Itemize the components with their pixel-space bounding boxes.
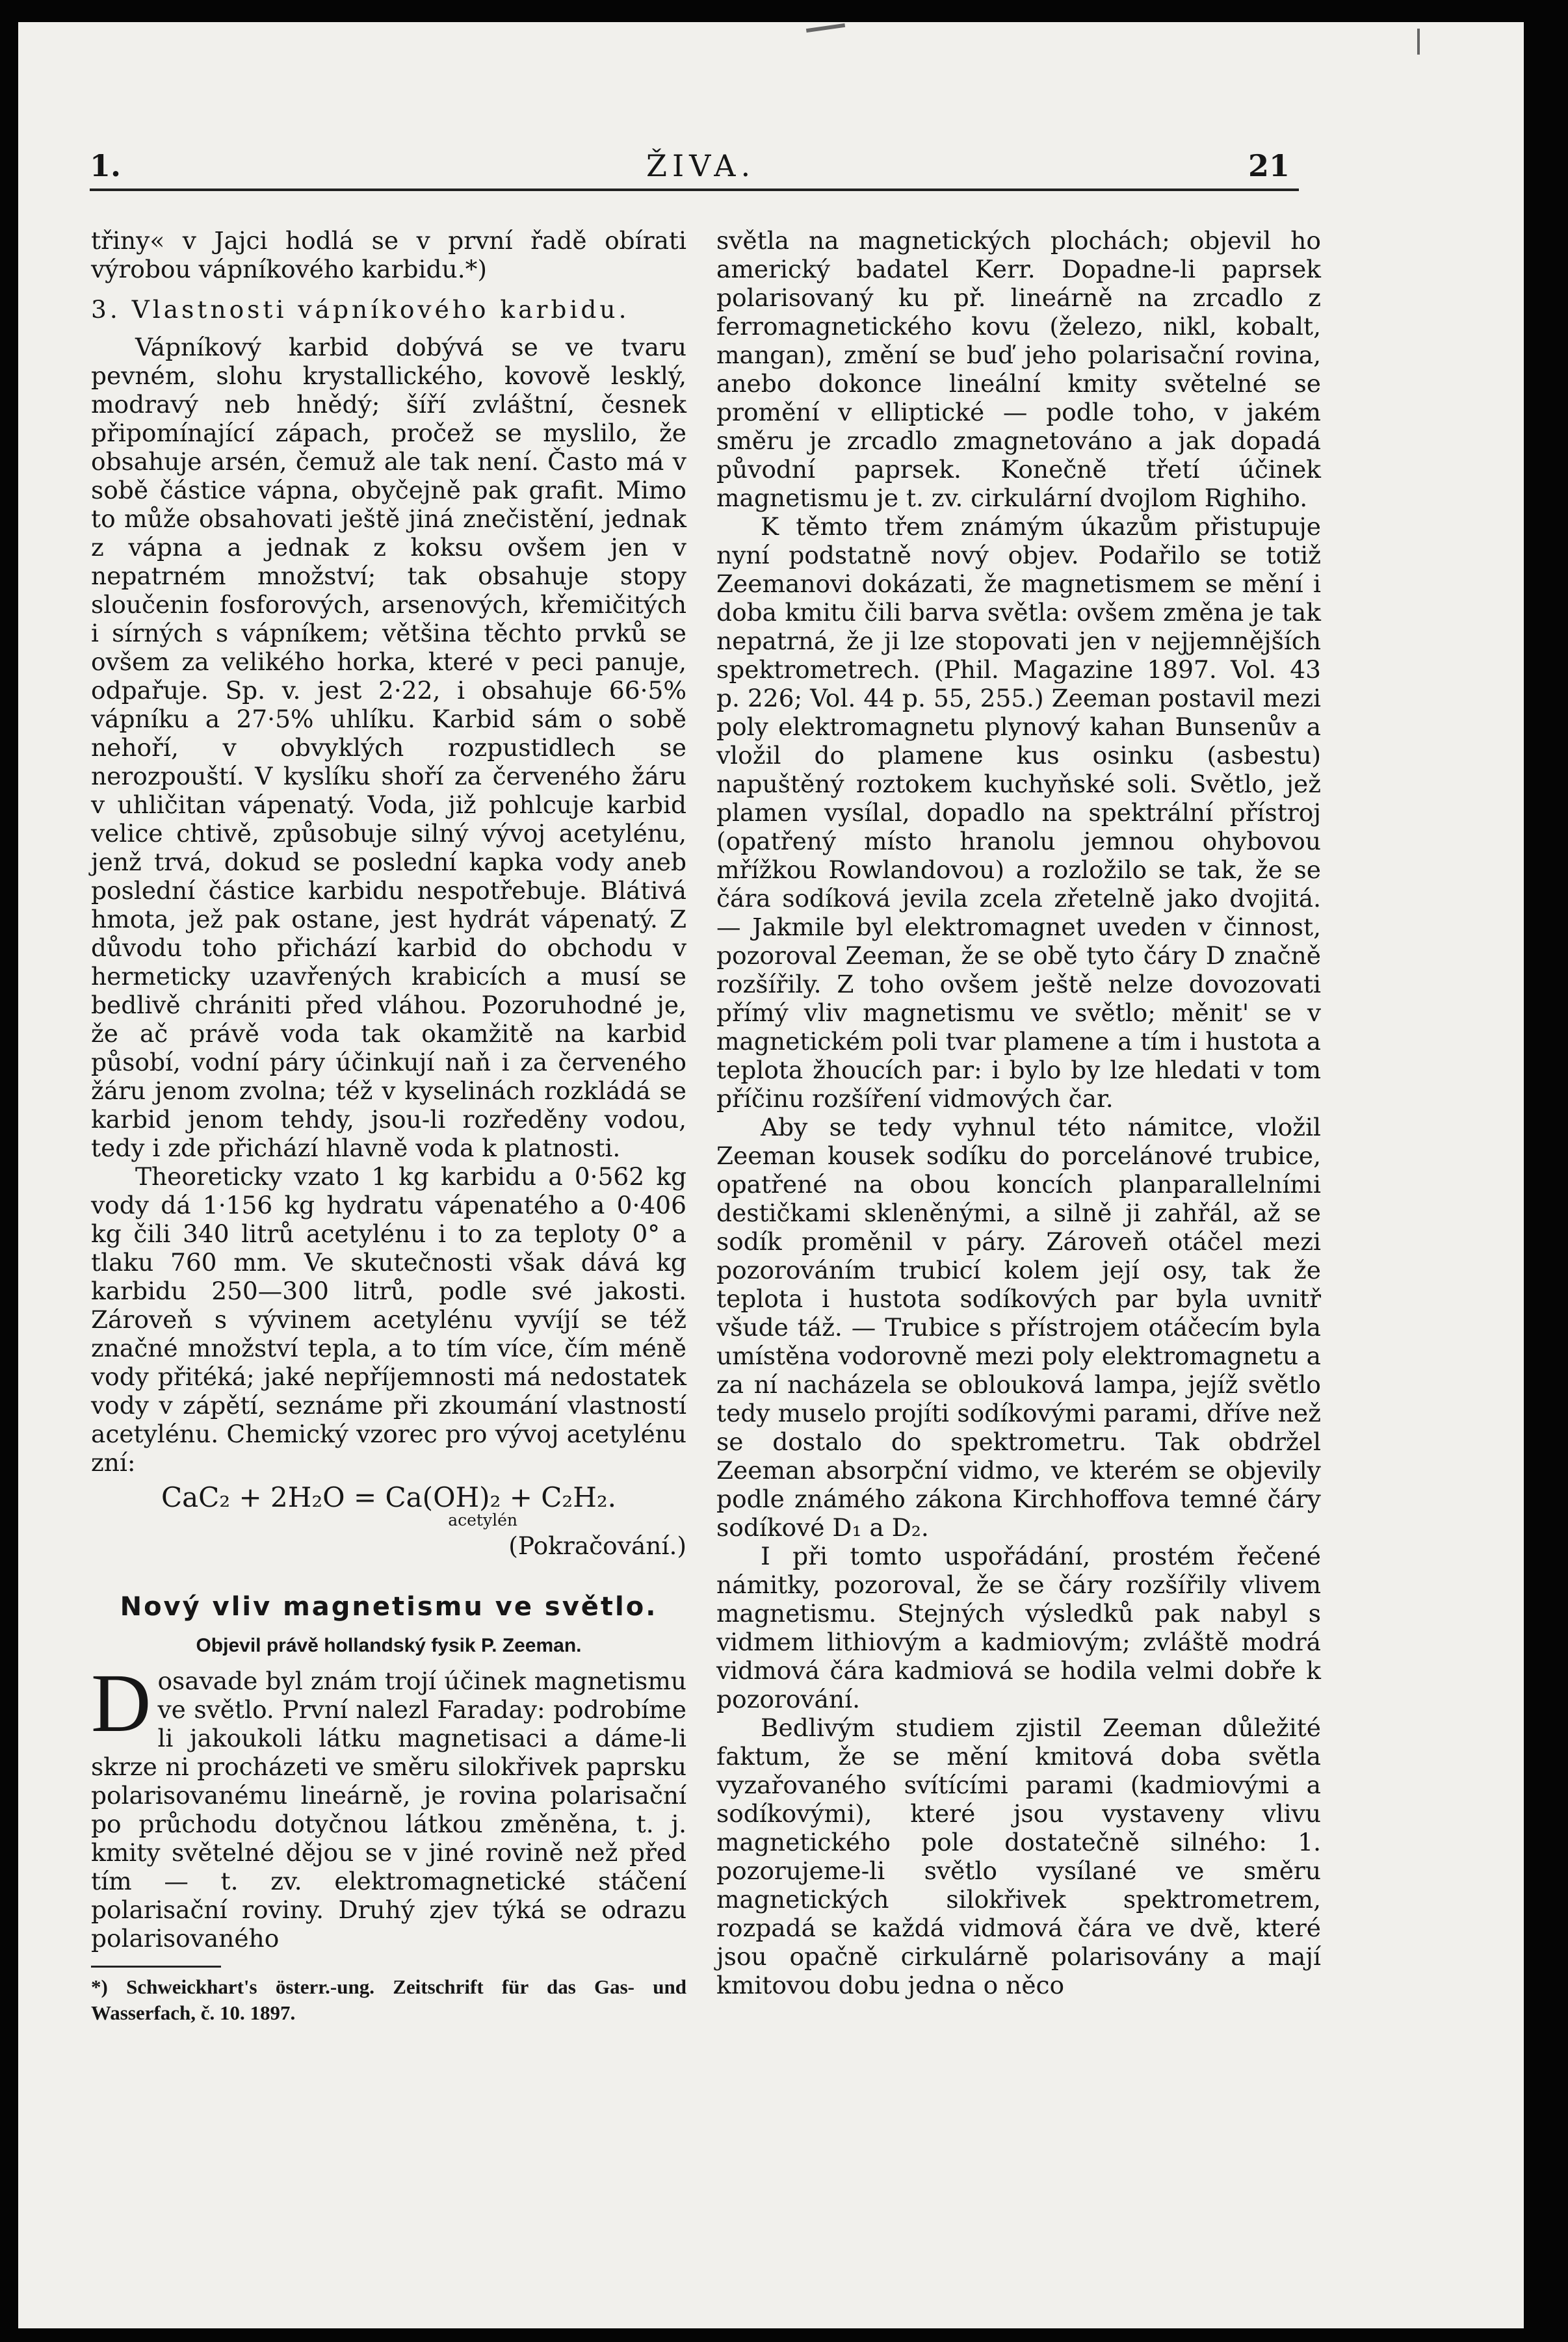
paragraph: Bedlivým studiem zjistil Zeeman důležité faktum, že se mění kmitová doba světla vyzařovaného svítícími parami (kadmiovými a sodíkovými), které jsou vystaveny vlivu magnetického pole dostatečně silného: 1. pozorujeme-li světlo vysílané ve směru magnetických silokřivek spektrometrem, rozpadá se každá vidmová čára ve dvě, které jsou opačně cirkulárně polarisovány a mají kmitovou dobu jedna o něco <box>716 1713 1321 1999</box>
right-column <box>716 226 1321 1999</box>
continued-note: (Pokračování.) <box>508 1531 686 1560</box>
drop-cap: D <box>91 1657 151 1749</box>
scan-mark <box>1417 29 1420 55</box>
volume-number: 1. <box>90 148 122 183</box>
paragraph: I při tomto uspořádání, prostém řečené námitky, pozoroval, že se čáry rozšířily vlivem magnetismu. Stejných výsledků pak nabyl s vidmem lithiovým a kadmiovým; zvláště modrá vidmová čára kadmiová se hodila velmi dobře k pozorování. <box>716 1542 1321 1713</box>
page-number: 21 <box>1248 148 1290 183</box>
left-column <box>91 226 686 2026</box>
paragraph <box>91 1657 686 1953</box>
paragraph: Theoreticky vzato 1 kg karbidu a 0·562 kg vody dá 1·156 kg hydratu vápenatého a 0·406 kg čili 340 litrů acetylénu i to za teploty 0° a tlaku 760 mm. Ve skutečnosti však dává kg karbidu 250—300 litrů, podle své jakosti. Zároveň s vývinem acetylénu vyvíjí se též značné množství tepla, a to tím více, čím méně vody přitéká; jaké nepříjemnosti má nedostatek vody v zápětí, seznáme při zkoumání vlastností acetylénu. Chemický vzorec pro vývoj acetylénu zní: <box>91 1162 686 1477</box>
paragraph: Aby se tedy vyhnul této námitce, vložil Zeeman kousek sodíku do porcelánové trubice, opatřené na obou koncích planparallelními destičkami skleněnými, a silně ji zahřál, až se sodík proměnil v páry. Zároveň otáčel mezi pozorováním trubicí kolem její osy, tak že teplota i hustota sodíkových par byla uvnitř všude táž. — Trubice s přístrojem otáčecím byla umístěna vodorovně mezi poly elektromagnetu a za ní nacházela se oblouková lampa, jejíž světlo tedy muselo projíti sodíkovými parami, dříve než se dostalo do spektrometru. Tak obdržel Zeeman absorpční vidmo, ve kterém se objevily podle známého zákona Kirchhoffova temné čáry sodíkové D₁ a D₂. <box>716 1113 1321 1542</box>
article-title: Nový vliv magnetismu ve světlo. <box>120 1592 658 1622</box>
footnote: *) Schweickhart's österr.-ung. Zeitschrift für das Gas- und Wasserfach, č. 10. 1897. <box>91 1975 686 2024</box>
article-subtitle: Objevil právě hollandský fysik P. Zeeman. <box>196 1635 582 1656</box>
formula-label: acetylén <box>448 1511 517 1529</box>
section-heading: 3. Vlastnosti vápníkového karbidu. <box>91 295 630 324</box>
chemical-formula: CaC₂ + 2H₂O = Ca(OH)₂ + C₂H₂. <box>161 1481 617 1513</box>
paragraph: světla na magnetických plochách; objevil ho americký badatel Kerr. Dopadne-li paprsek polarisovaný ku př. lineárně na zrcadlo z ferromagnetického kovu (železo, nikl, kobalt, mangan), změní se buď jeho polarisační rovina, anebo dokonce lineální kmity světelné se promění v elliptické — podle toho, v jakém směru je zrcadlo zmagnetováno a jak dopadá původní paprsek. Konečně třetí účinek magnetismu je t. zv. cirkulární dvojlom Righiho. <box>716 226 1321 512</box>
journal-title: ŽIVA. <box>646 148 756 183</box>
footnote-rule <box>91 1966 221 1968</box>
header-rule <box>90 189 1299 191</box>
paragraph: třiny« v Jajci hodlá se v první řadě obírati výrobou vápníkového karbidu.*) <box>91 226 686 283</box>
paragraph: K těmto třem známým úkazům přistupuje nyní podstatně nový objev. Podařilo se totiž Zeemanovi dokázati, že magnetismem se mění i doba kmitu čili barva světla: ovšem změna je tak nepatrná, že ji lze stopovati jen v nejjemnějších spektrometrech. (Phil. Magazine 1897. Vol. 43 p. 226; Vol. 44 p. 55, 255.) Zeeman postavil mezi poly elektromagnetu plynový kahan Bunsenův a vložil do plamene kus osinku (asbestu) napuštěný roztokem kuchyňské soli. Světlo, jež plamen vysílal, dopadlo na spektrální přístroj (opatřený místo hranolu jemnou ohybovou mřížkou Rowlandovou) a rozložilo se tak, že se čára sodíková jevila zcela zřetelně jako dvojitá. — Jakmile byl elektromagnet uveden v činnost, pozoroval Zeeman, že se obě tyto čáry D značně rozšířily. Z toho ovšem ještě nelze dovozovati přímý vliv magnetismu ve světlo; měnit' se v magnetickém poli tvar plamene a tím i hustota a teplota žhoucích par: i bylo by lze hledati v tom příčinu rozšíření vidmových čar. <box>716 512 1321 1113</box>
paragraph-text: osavade byl znám trojí účinek magnetismu ve světlo. První nalezl Faraday: podrobíme li jakoukoli látku magnetisaci a dáme-li skrze ni procházeti ve směru silokřivek paprsku polarisovanému lineárně, je rovina polarisační po průchodu dotyčnou látkou změněna, t. j. kmity světelné dějou se v jiné rovině než před tím — t. zv. elektromagnetické stáčení polarisační roviny. Druhý zjev týká se odrazu polarisovaného <box>91 1667 686 1953</box>
paragraph: Vápníkový karbid dobývá se ve tvaru pevném, slohu krystallického, kovově lesklý, modravý neb hnědý; šíří zvláštní, česnek připomínající zápach, pročež se myslilo, že obsahuje arsén, čemuž ale tak není. Často má v sobě částice vápna, obyčejně pak grafit. Mimo to může obsahovati ještě jiná znečistění, jednak z vápna a jednak z koksu ovšem jen v nepatrném množství; tak obsahuje stopy sloučenin fosforových, arsenových, křemičitých i sírných s vápníkem; většina těchto prvků se ovšem za velikého horka, které v peci panuje, odpařuje. Sp. v. jest 2·22, i obsahuje 66·5% vápníku a 27·5% uhlíku. Karbid sám o sobě nehoří, v obvyklých rozpustidlech se nerozpouští. V kyslíku shoří za červeného žáru v uhličitan vápenatý. Voda, již pohlcuje karbid velice chtivě, způsobuje silný vývoj acetylénu, jenž trvá, dokud se poslední kapka vody aneb poslední částice karbidu nespotřebuje. Blátivá hmota, jež pak ostane, jest hydrát vápenatý. Z důvodu toho přichází karbid do obchodu v hermeticky uzavřených krabicích a musí se bedlivě chrániti před vláhou. Pozoruhodné je, že ač právě voda tak okamžitě na karbid působí, vodní páry účinkují naň i za červeného žáru jenom zvolna; též v kyselinách rozkládá se karbid jenom tehdy, jsou-li rozředěny vodou, tedy i zde přichází hlavně voda k platnosti. <box>91 333 686 1162</box>
